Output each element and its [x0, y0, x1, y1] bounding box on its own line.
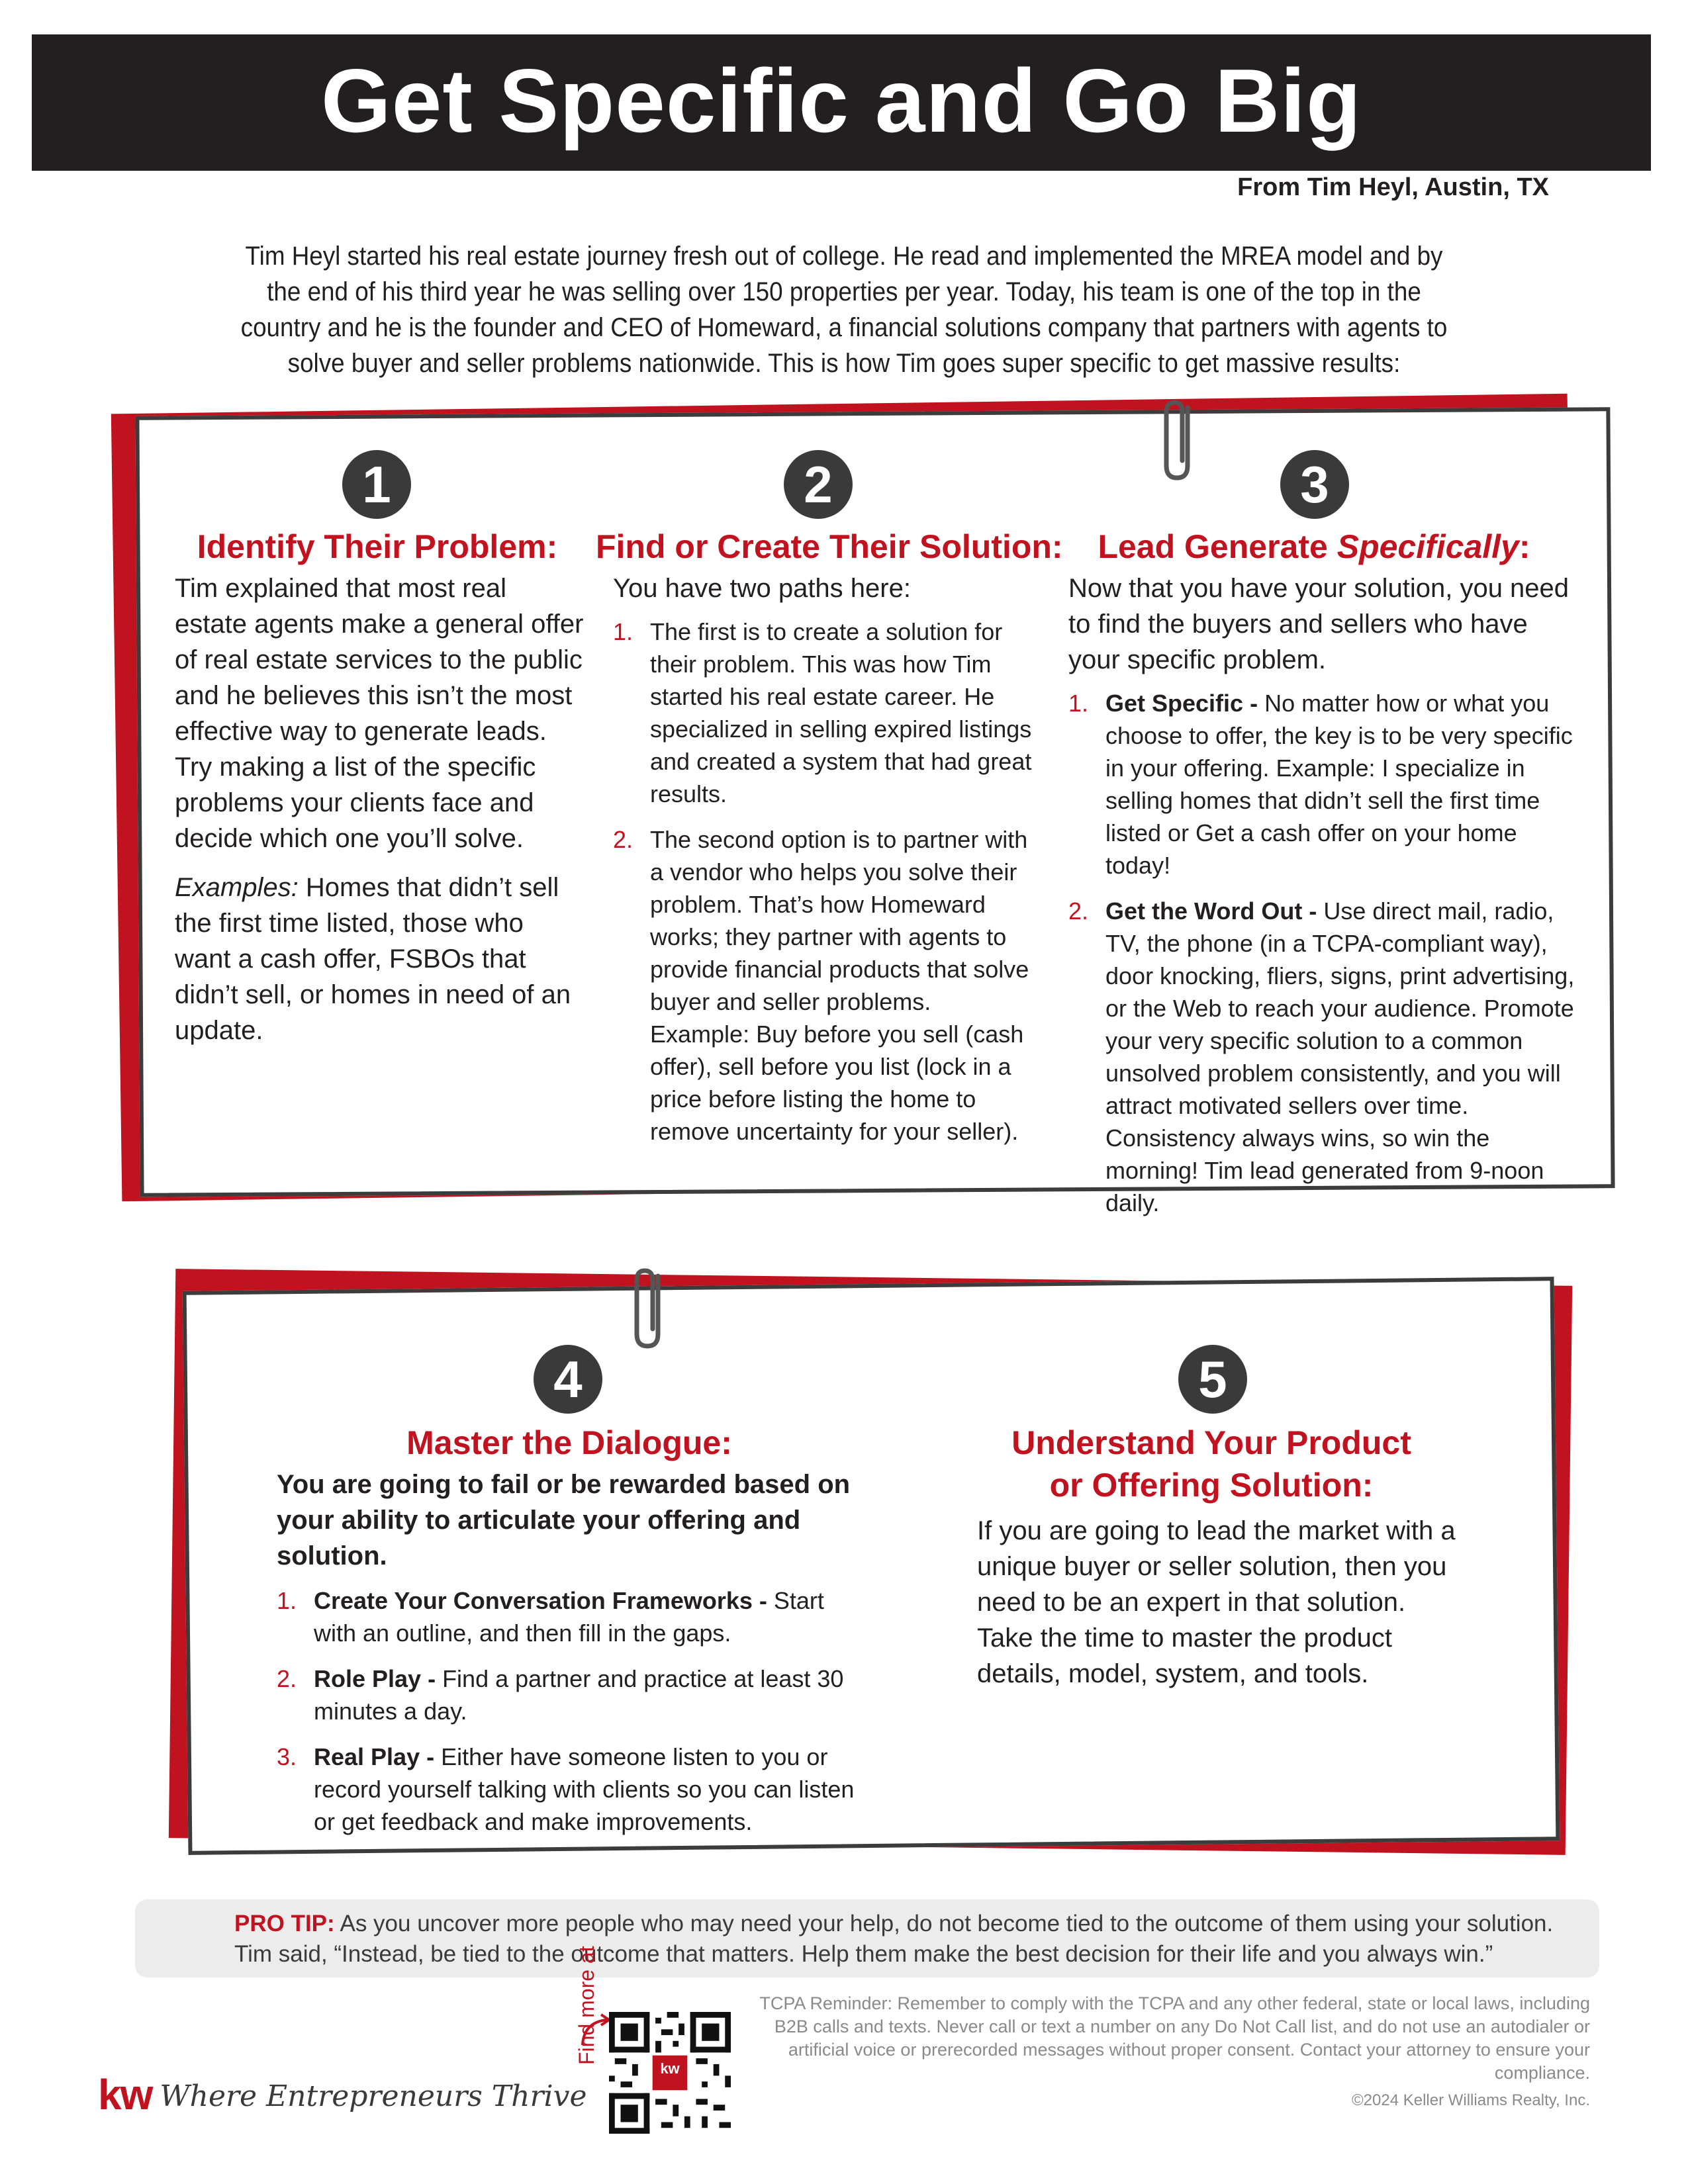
step-5-number: 5 [1178, 1345, 1247, 1414]
step-5-body [977, 1513, 1467, 1705]
byline: From Tim Heyl, Austin, TX [1237, 173, 1549, 201]
step-4-paragraph: You are going to fail or be rewarded based on your ability to articulate your offering and solution. [277, 1470, 851, 1570]
step-4-heading: Master the Dialogue: [406, 1424, 732, 1461]
step-3-list [1068, 687, 1578, 1219]
step-4-number: 4 [534, 1345, 602, 1414]
step-1-paragraph: Tim explained that most real estate agents make a general offer of real estate services to the public and he believes this isn’t the most effective way to generate leads. Try making a list of the specific problems your clients face and decide which one you’ll solve. [175, 574, 584, 853]
step-1-body [175, 570, 585, 1062]
step-2-paragraph: You have two paths here: [613, 574, 911, 603]
intro-paragraph: Tim Heyl started his real estate journey fresh out of college. He read and implemented the MREA model and by the end of his third year he was selling over 150 properties per year. Today, his team is one of the top in the country and he is the founder and CEO of Homeward, a financial solutions company that partners with agents to solve buyer and seller problems nationwide. This is how Tim goes super specific to get massive results: [240, 242, 1448, 378]
kw-logo-mark: kw [98, 2071, 152, 2118]
kw-logo [98, 2065, 587, 2118]
step-2-number: 2 [784, 450, 853, 519]
step-2-heading: Find or Create Their Solution: [596, 528, 1063, 565]
step-3-number: 3 [1280, 450, 1349, 519]
step-5-paragraph: If you are going to lead the market with a unique buyer or seller solution, then you need to be an expert in that solution. Take the time to master the product details, model, system, and tools. [977, 1516, 1456, 1688]
step-3-body [1068, 570, 1578, 1232]
step-4-list [277, 1584, 872, 1838]
list-item: 1. The first is to create a solution for their problem. This was how Tim started his real estate career. He specialized in selling expired listings and created a system that had great results. [613, 618, 1032, 807]
paperclip-icon [1156, 397, 1202, 483]
step-2-body [613, 570, 1037, 1161]
step-1-heading: Identify Their Problem: [197, 528, 558, 565]
protip-text: PRO TIP: As you uncover more people who may need your help, do not become tied to the outcome of them using your solution. Tim said, “Instead, be tied to the outcome that matters. Help them make the best decision for their life and you always win.” [234, 1911, 1554, 1967]
kw-tagline: Where Entrepreneurs Thrive [160, 2079, 587, 2113]
step-4-body [277, 1467, 872, 1851]
step-2-list [613, 615, 1037, 1148]
copyright: ©2024 Keller Williams Realty, Inc. [1351, 2091, 1590, 2109]
paperclip-icon [626, 1265, 673, 1351]
list-item: 2. Role Play - Find a partner and practice at least 30 minutes a day. [277, 1665, 844, 1725]
step-3-paragraph: Now that you have your solution, you need to find the buyers and sellers who have your specific problem. [1068, 574, 1570, 674]
step-5-heading: Understand Your Product or Offering Solution: [1011, 1424, 1411, 1504]
list-item: 3. Real Play - Either have someone listen to you or record yourself talking with clients so you can listen or get feedback and make improvements. [277, 1743, 855, 1835]
list-item: 2. Get the Word Out - Use direct mail, radio, TV, the phone (in a TCPA-compliant way), door knocking, fliers, signs, print advertising, or the Web to reach your audience. Promote your very specific solution to a common unsolved problem consistently, and you will attract motivated sellers over time. Consistency always wins, so win the morning! Tim lead generated from 9-noon daily. [1068, 897, 1575, 1216]
list-item: 2. The second option is to partner with a vendor who helps you solve their problem. That’s how Homeward works; they partner with agents to provide financial products that solve buyer and seller problems. Example: Buy before you sell (cash offer), sell before you list (lock in a price before listing the home to remove uncertainty for your seller). [613, 826, 1029, 1145]
examples-label: Examples: [175, 873, 299, 902]
qr-badge: kw [660, 2060, 680, 2077]
protip-label: PRO TIP: [234, 1911, 335, 1936]
step-3-heading: Lead Generate Specifically: [1098, 528, 1530, 565]
find-more-label: Find more at [575, 1946, 598, 2065]
step-1-number: 1 [342, 450, 411, 519]
examples-text: Homes that didn’t sell the first time listed, those who want a cash offer, FSBOs that didn’t sell, or homes in need of an update. [175, 873, 571, 1045]
page-title: Get Specific and Go Big [320, 50, 1362, 151]
protip-box [135, 1899, 1599, 1978]
tcpa-reminder: TCPA Reminder: Remember to comply with the TCPA and any other federal, state or local laws, including B2B calls and texts. Never call or text a number on any Do Not Call list, and do not use an autodialer or artificial voice or prerecorded messages without proper consent. Contact your attorney to ensure your compliance. [759, 1993, 1590, 2083]
title-bar [32, 34, 1651, 171]
list-item: 1. Get Specific - No matter how or what you choose to offer, the key is to be very specific in your offering. Example: I specialize in selling homes that didn’t sell the first time listed or Get a cash offer on your home today! [1068, 690, 1573, 879]
step-1-examples [175, 870, 585, 1048]
list-item: 1. Create Your Conversation Frameworks - Start with an outline, and then fill in the gaps. [277, 1587, 824, 1647]
